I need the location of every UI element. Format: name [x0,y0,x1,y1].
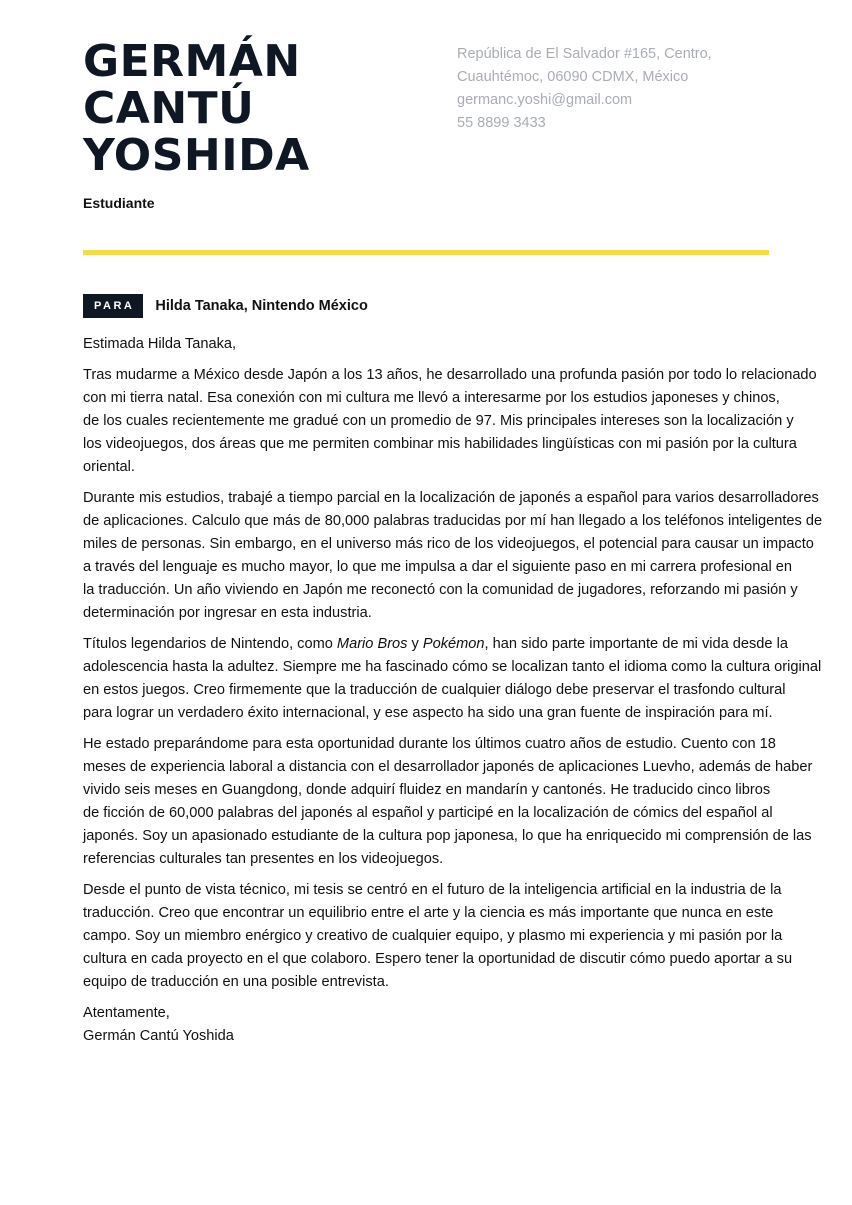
text-line [83,633,788,656]
game-title-pokemon: Pokémon [422,636,485,652]
signature-text: Germán Cantú Yoshida [83,1028,234,1044]
accent-divider [83,250,769,255]
phone-text: 55 8899 3433 [457,115,546,131]
text-line: con mi tierra natal. Esa conexión con mi cultura me llevó a interesarme por los estudios japoneses y chinos, [83,390,780,406]
name-line-second: CANTÚ [83,83,255,134]
text-line: la traducción. Un año viviendo en Japón me reconectó con la comunidad de jugadores, reforzando mi pasión y [83,582,798,598]
text-run: y [407,636,423,652]
text-line: referencias culturales tan presentes en los videojuegos. [83,851,444,867]
letter-body [83,333,823,1056]
text-line: para lograr un verdadero éxito internacional, y ese aspecto ha sido una gran fuente de inspiración para mí. [83,705,773,721]
letter-signoff [83,1002,773,1048]
recipient-row [83,294,368,318]
text-line: determinación por ingresar en esta industria. [83,605,372,621]
text-line: oriental. [83,459,135,475]
text-line: Tras mudarme a México desde Japón a los 13 años, he desarrollado una profunda pasión por todo lo relacionado [83,367,817,383]
text-line: miles de personas. Sin embargo, en el universo más rico de los videojuegos, el potencial para causar un impacto [83,536,814,552]
address-line-1: República de El Salvador #165, Centro, [457,46,712,62]
paragraph-3 [83,633,822,725]
text-line: Durante mis estudios, trabajé a tiempo parcial en la localización de japonés a español para varios desarrolladores [83,490,819,506]
text-line: japonés. Soy un apasionado estudiante de la cultura pop japonesa, lo que ha enriquecido mi comprensión de las [83,828,812,844]
text-run: Títulos legendarios de Nintendo, como [83,636,337,652]
contact-block [457,43,712,135]
text-line: equipo de traducción en una posible entrevista. [83,974,389,990]
applicant-name [83,38,310,179]
applicant-role: Estudiante [83,195,155,211]
recipient-label-badge: PARA [83,294,143,318]
paragraph-2 [83,487,823,625]
text-line: traducción. Creo que encontrar un equilibrio entre el arte y la ciencia es más importante que nunca en este [83,905,774,921]
text-line: de ficción de 60,000 palabras del japonés al español y participé en la localización de cómics del español al [83,805,773,821]
text-line: de los cuales recientemente me gradué con un promedio de 97. Mis principales intereses son la localización y [83,413,794,429]
text-line: vivido seis meses en Guangdong, donde adquirí fluidez en mandarín y cantonés. He traducido cinco libros [83,782,771,798]
text-run: , han sido parte importante de mi vida desde la [484,636,788,652]
text-line: de aplicaciones. Calculo que más de 80,000 palabras traducidas por mí han llegado a los teléfonos inteligentes de [83,513,823,529]
text-line: en estos juegos. Creo firmemente que la traducción de cualquier diálogo debe preservar el trasfondo cultural [83,682,786,698]
name-line-first: GERMÁN [83,36,301,87]
text-line: meses de experiencia laboral a distancia con el desarrollador japonés de aplicaciones Luevho, además de haber [83,759,813,775]
paragraph-5 [83,879,793,994]
text-line: adolescencia hasta la adultez. Siempre me ha fascinado cómo se localizan tanto el idioma como la cultura original [83,659,822,675]
text-line: cultura en cada proyecto en el que colaboro. Espero tener la oportunidad de discutir cómo puedo aportar a su [83,951,793,967]
address-line-2: Cuauhtémoc, 06090 CDMX, México [457,69,689,85]
text-line: He estado preparándome para esta oportunidad durante los últimos cuatro años de estudio. Cuento con 18 [83,736,776,752]
text-line: campo. Soy un miembro enérgico y creativo de cualquier equipo, y plasmo mi experiencia y mi pasión por la [83,928,783,944]
name-line-third: YOSHIDA [83,130,310,181]
text-line: Desde el punto de vista técnico, mi tesis se centró en el futuro de la inteligencia artificial en la industria de la [83,882,782,898]
paragraph-4 [83,733,813,871]
closing-text: Atentamente, [83,1005,170,1021]
recipient-name: Hilda Tanaka, Nintendo México [155,298,368,314]
text-line: a través del lenguaje es mucho mayor, lo que me impulsa a dar el siguiente paso en mi carrera profesional en [83,559,793,575]
paragraph-1 [83,364,817,479]
text-line: los videojuegos, dos áreas que me permiten combinar mis habilidades lingüísticas con mi pasión por la cultura [83,436,797,452]
letter-greeting: Estimada Hilda Tanaka, [83,336,237,352]
email-text: germanc.yoshi@gmail.com [457,92,633,108]
game-title-mario-bros: Mario Bros [336,636,408,652]
